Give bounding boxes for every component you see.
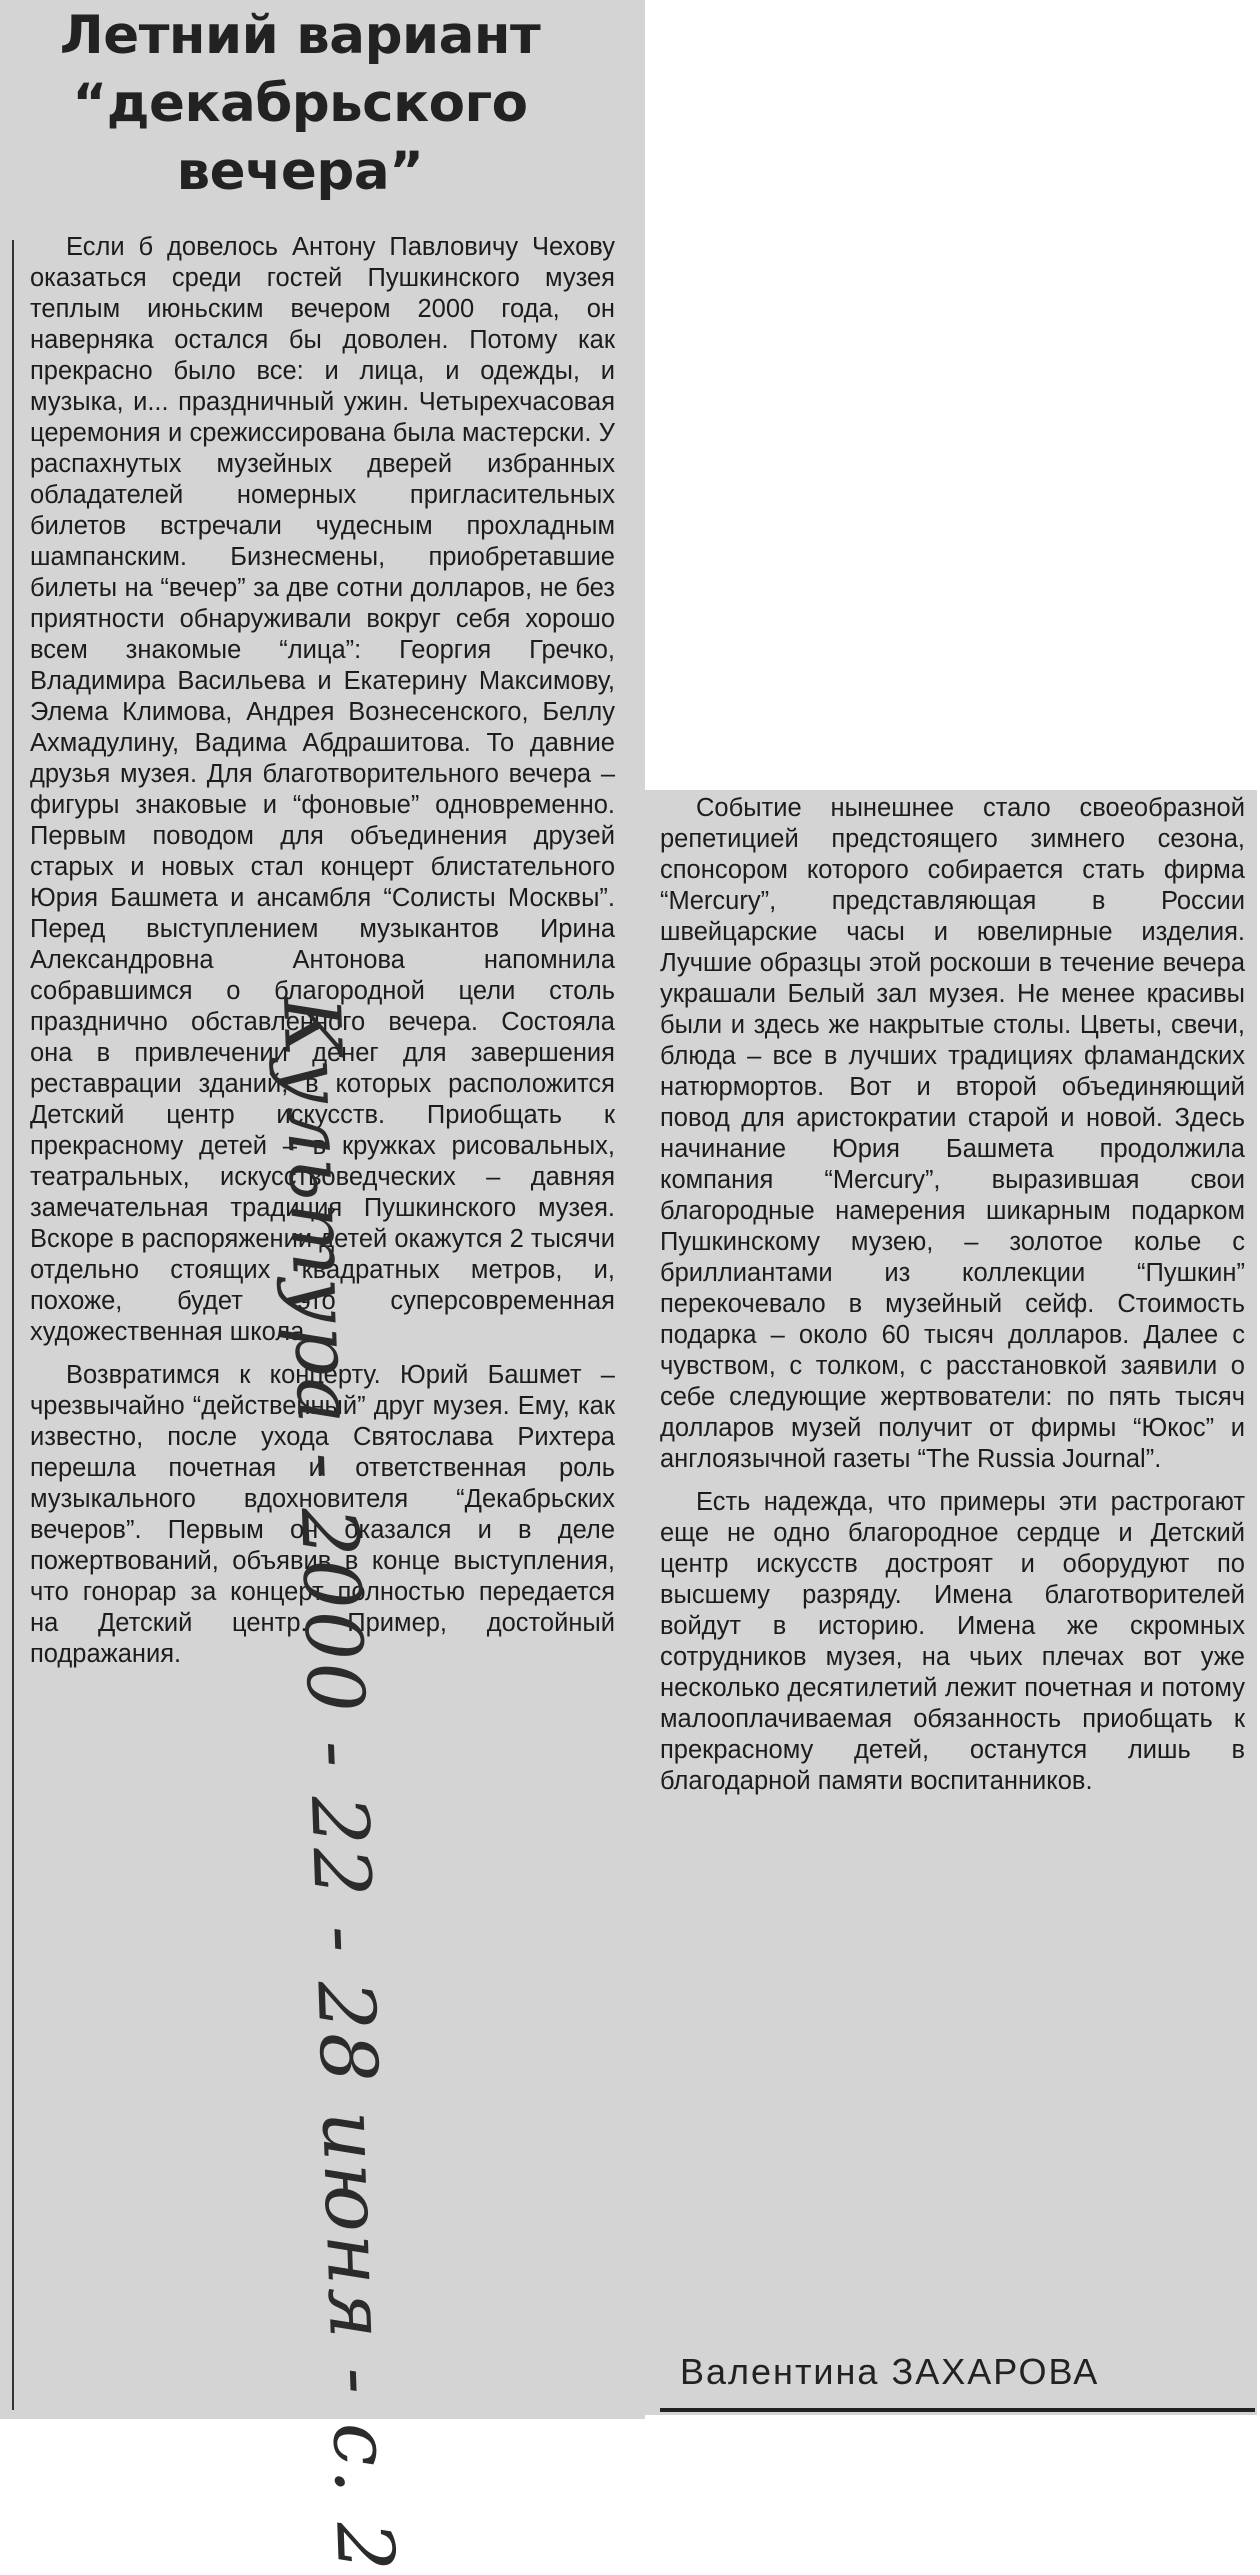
headline-line-2: “декабрьского — [72, 73, 528, 134]
handwritten-source-note: Культура - 2000 - 22 - 28 июня - с. 2 — [265, 995, 411, 2575]
bottom-rule — [660, 2408, 1255, 2412]
left-column-rule — [12, 240, 14, 2410]
article-headline — [30, 2, 570, 206]
headline-line-1: Летний вариант — [59, 5, 541, 66]
article-right-column — [660, 793, 1245, 1809]
headline-line-3: вечера” — [176, 141, 424, 202]
paragraph: Возвратимся к концерту. Юрий Башмет – чрезвычайно “действенный” друг музея. Ему, как известно, после ухода Святослава Рихтера перешла почетная и ответственная роль музыкального вдохновителя “Декабрьских вечеров”. Первым он оказался и в деле пожертвований, объявив в конце выступления, что гонорар за концерт полностью передается на Детский центр. Пример, достойный подражания. — [30, 1361, 615, 1668]
paragraph: Событие нынешнее стало своеобразной репетицией предстоящего зимнего сезона, спонсором которого собирается стать фирма “Mercury”, представляющая в России швейцарские часы и ювелирные изделия. Лучшие образцы этой роскоши в течение вечера украшали Белый зал музея. Не менее красивы были и здесь же накрытые столы. Цветы, свечи, блюда – все в лучших традициях фламандских натюрмортов. Вот и второй объединяющий повод для аристократии старой и новой. Здесь начинание Юрия Башмета продолжила компания “Mercury”, выразившая свои благородные намерения шикарным подарком Пушкинскому музею, – золотое колье с бриллиантами из коллекции “Пушкин” перекочевало в музейный сейф. Стоимость подарка – около 60 тысяч долларов. Далее с чувством, с толком, с расстановкой заявили о себе следующие жертвователи: по пять тысяч долларов музей получит от фирмы “Юкос” и англоязычной газеты “The Russia Journal”. — [660, 794, 1245, 1473]
article-byline: Валентина ЗАХАРОВА — [680, 2351, 1100, 2392]
paragraph: Если б довелось Антону Павловичу Чехову оказаться среди гостей Пушкинского музея теплым июньским вечером 2000 года, он наверняка остался бы доволен. Потому как прекрасно было все: и лица, и одежды, и музыка, и... праздничный ужин. Четырехчасовая церемония и срежиссирована была мастерски. У распахнутых музейных дверей избранных обладателей номерных пригласительных билетов встречали чудесным прохладным шампанским. Бизнесмены, приобретавшие билеты на “вечер” за две сотни долларов, не без приятности обнаруживали вокруг себя хорошо всем знакомые “лица”: Георгия Гречко, Владимира Васильева и Екатерину Максимову, Элема Климова, Андрея Вознесенского, Беллу Ахмадулину, Вадима Абдрашитова. То давние друзья музея. Для благотворительного вечера – фигуры знаковые и “фоновые” одновременно. Первым поводом для объединения друзей старых и новых стал концерт блистательного Юрия Башмета и ансамбля “Солисты Москвы”. Перед выступлением музыкантов Ирина Александровна Антонова напомнила собравшимся о благородной цели столь празднично обставленного вечера. Состояла она в привлечении денег для завершения реставрации зданий, в которых расположится Детский центр искусств. Приобщать к прекрасному детей – в кружках рисовальных, театральных, искусствоведческих – давняя замечательная традиция Пушкинского музея. Вскоре в распоряжении детей окажутся 2 тысячи отдельно стоящих квадратных метров, и, похоже, будет это суперсовременная художественная школа. — [30, 233, 615, 1346]
paragraph: Есть надежда, что примеры эти растрогают еще не одно благородное сердце и Детский центр искусств достроят и оборудуют по высшему разряду. Имена благотворителей войдут в историю. Имена же скромных сотрудников музея, на чьих плечах вот уже несколько десятилетий лежит почетная и потому малооплачиваемая обязанность приобщать к прекрасному детей, останутся лишь в благодарной памяти воспитанников. — [660, 1488, 1245, 1795]
